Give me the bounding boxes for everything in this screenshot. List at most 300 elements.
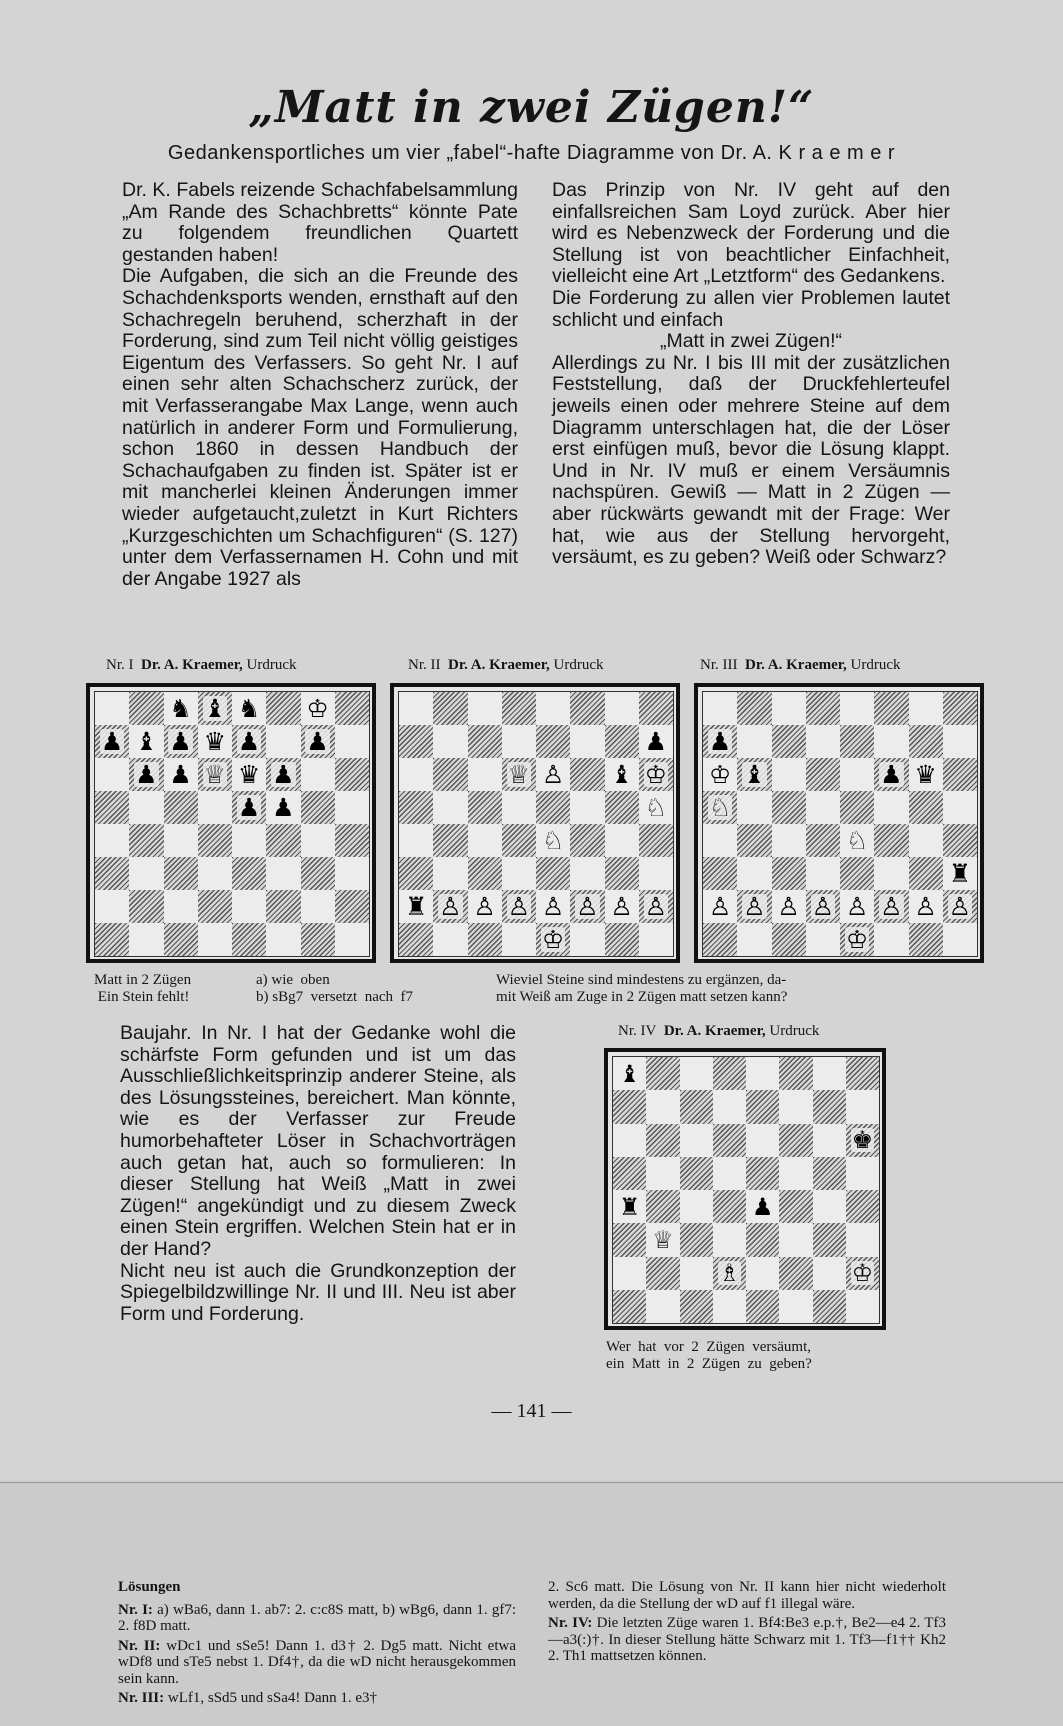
board-square [536,791,570,824]
board-square [335,824,369,857]
diagram-3-label: Nr. III Dr. A. Kraemer, Urdruck [700,657,901,673]
black-bishop-icon: ♝ [610,760,633,789]
solution-entry: Nr. IV: Die letzten Züge waren 1. Bf4:Be3 e.p.†, Be2—e4 2. Tf3—a3(:)†. In dieser Stellung hätte Schwarz mit 1. Tf3—f1†† Kh2 2. Th1 mattsetzen können. [548,1615,946,1664]
board-square [232,923,266,956]
board-square [613,1090,646,1123]
paragraph: Die Forderung zu allen vier Problemen lautet schlicht und einfach [552,286,950,331]
board-square [335,692,369,725]
board-square [613,1157,646,1190]
chess-board [612,1056,880,1324]
paragraph: Das Prinzip von Nr. IV geht auf den einfallsreichen Sam Loyd zurück. Aber hier wird es Nebenzweck der Forderung und die Stellung ist von beachtlicher Einfachheit, vielleicht eine Art „Letztform“ des Gedankens. [552,179,950,288]
black-knight-icon: ♞ [237,694,261,723]
board-square [605,857,639,890]
board-square [164,725,198,758]
board-square [680,1190,713,1223]
board-square [746,1157,779,1190]
board-square [468,923,502,956]
board-square [335,890,369,923]
board-square [605,824,639,857]
board-square [266,725,300,758]
board-square [536,824,570,857]
board-square [680,1157,713,1190]
white-king-icon: ♔ [851,1259,874,1288]
board-square [806,725,840,758]
board-square [164,890,198,923]
board-square [772,857,806,890]
board-square [570,857,604,890]
white-knight-icon: ♘ [541,826,565,855]
board-square [779,1124,812,1157]
board-square [468,824,502,857]
white-pawn-icon: ♙ [777,892,800,921]
board-square [772,692,806,725]
white-pawn-icon: ♙ [644,892,668,921]
white-pawn-icon: ♙ [708,892,732,921]
board-square [737,692,771,725]
board-square [266,923,300,956]
board-square [129,890,163,923]
board-square [840,758,874,791]
board-square [813,1124,846,1157]
board-square [399,857,433,890]
board-square [813,1057,846,1090]
board-square [198,758,232,791]
board-square [737,923,771,956]
board-square [779,1223,812,1256]
white-queen-icon: ♕ [507,760,531,789]
page-title: „Matt in zwei Zügen!“ [248,82,815,133]
white-pawn-icon: ♙ [845,892,869,921]
board-square [646,1124,679,1157]
chess-diagram-3 [694,683,984,963]
solution-entry: Nr. II: wDc1 und sSe5! Dann 1. d3† 2. Dg5 matt. Nicht etwa wDf8 und sTe5 nebst 1. Df4†, da die wD nicht herausgekommen sein kann. [118,1637,516,1687]
board-square [399,923,433,956]
white-pawn-icon: ♙ [811,892,835,921]
black-pawn-icon: ♟ [880,760,903,789]
board-square [536,692,570,725]
white-pawn-icon: ♙ [439,892,462,921]
board-square [95,758,129,791]
board-square [502,890,536,923]
white-pawn-icon: ♙ [948,892,972,921]
board-square [909,725,943,758]
board-square [266,692,300,725]
board-square [536,857,570,890]
board-square [737,791,771,824]
board-square [737,857,771,890]
page-number: — 141 — [491,1400,572,1422]
board-square [613,1124,646,1157]
board-square [943,824,977,857]
board-square [779,1090,812,1123]
board-square [570,725,604,758]
white-king-icon: ♔ [306,694,329,723]
board-square [164,692,198,725]
white-pawn-icon: ♙ [541,760,565,789]
paragraph-quote: „Matt in zwei Zügen!“ [659,330,843,353]
board-square [874,824,908,857]
board-square [806,791,840,824]
board-square [746,1124,779,1157]
board-square [399,791,433,824]
board-square [129,824,163,857]
white-knight-icon: ♘ [644,793,668,822]
board-square [232,791,266,824]
board-square [713,1090,746,1123]
board-square [909,890,943,923]
board-square [605,692,639,725]
board-square [266,758,300,791]
board-square [232,692,266,725]
board-square [813,1290,846,1323]
white-pawn-icon: ♙ [880,892,903,921]
board-square [746,1290,779,1323]
board-square [737,890,771,923]
solutions-page [0,1482,1063,1726]
caption-diagram-4: Wer hat vor 2 Zügen versäumt, ein Matt in 2 Zügen zu geben? [606,1339,812,1372]
board-square [468,692,502,725]
white-queen-icon: ♕ [203,760,227,789]
board-square [399,758,433,791]
board-square [779,1190,812,1223]
black-queen-icon: ♛ [203,727,227,756]
chess-diagram-4 [604,1048,886,1330]
board-square [779,1290,812,1323]
board-square [198,791,232,824]
board-square [840,725,874,758]
board-square [198,857,232,890]
black-pawn-icon: ♟ [272,760,295,789]
board-square [266,791,300,824]
paragraph: Allerdings zu Nr. I bis III mit der zusätzlichen Feststellung, daß der Druckfehlerteufel jeweils einen oder mehrere Steine auf dem Diagramm unterschlagen hat, die der Löser erst einfügen muß, bevor die Lösung klappt. Und in Nr. IV muß er einem Versäumnis nachspüren. Gewiß — Matt in 2 Zügen — aber rückwärts gewandt mit der Frage: Wer hat, wie aus der Stellung hervorgeht, versäumt, es zu geben? Weiß oder Schwarz? [552,351,950,569]
board-square [164,857,198,890]
board-square [335,923,369,956]
page-subtitle: Gedankensportliches um vier „fabel“-hafte Diagramme von Dr. A. K r a e m e r [167,142,896,164]
board-square [737,725,771,758]
board-square [846,1290,879,1323]
board-square [909,758,943,791]
board-square [806,857,840,890]
white-king-icon: ♔ [644,760,668,789]
black-bishop-icon: ♝ [743,760,766,789]
board-square [703,725,737,758]
board-square [95,857,129,890]
board-square [639,923,673,956]
board-square [737,824,771,857]
board-square [680,1090,713,1123]
board-square [468,890,502,923]
board-square [813,1157,846,1190]
board-square [909,857,943,890]
board-square [779,1257,812,1290]
board-square [840,791,874,824]
board-square [433,923,467,956]
board-square [399,692,433,725]
black-rook-icon: ♜ [404,892,428,921]
board-square [846,1257,879,1290]
chess-diagram-1 [86,683,376,963]
board-square [909,791,943,824]
board-square [746,1223,779,1256]
white-king-icon: ♔ [845,925,869,954]
board-square [713,1124,746,1157]
board-square [943,725,977,758]
board-square [646,1090,679,1123]
white-knight-icon: ♘ [845,826,869,855]
black-pawn-icon: ♟ [169,727,192,756]
black-pawn-icon: ♟ [237,793,261,822]
board-square [772,725,806,758]
board-square [703,824,737,857]
board-square [198,890,232,923]
board-square [301,890,335,923]
board-square [646,1157,679,1190]
board-square [806,890,840,923]
board-square [232,890,266,923]
board-square [874,890,908,923]
board-square [605,923,639,956]
white-bishop-icon: ♗ [718,1259,741,1288]
board-square [646,1190,679,1223]
board-square [703,923,737,956]
board-square [502,692,536,725]
board-square [502,923,536,956]
black-queen-icon: ♛ [237,760,261,789]
board-square [502,791,536,824]
board-square [95,890,129,923]
board-square [198,725,232,758]
board-square [335,857,369,890]
board-square [846,1124,879,1157]
board-square [95,824,129,857]
board-square [909,692,943,725]
black-bishop-icon: ♝ [618,1059,641,1088]
black-pawn-icon: ♟ [237,727,261,756]
board-square [909,923,943,956]
black-pawn-icon: ♟ [751,1192,774,1221]
board-square [846,1223,879,1256]
board-square [806,923,840,956]
black-pawn-icon: ♟ [135,760,158,789]
board-square [639,791,673,824]
black-pawn-icon: ♟ [708,727,732,756]
board-square [703,791,737,824]
caption-diagram-2: a) wie oben b) sBg7 versetzt nach f7 [256,972,414,1005]
board-square [502,725,536,758]
board-square [943,791,977,824]
board-square [502,857,536,890]
board-square [536,923,570,956]
board-square [266,857,300,890]
board-square [536,725,570,758]
solution-entry: Nr. I: a) wBa6, dann 1. ab7: 2. c:c8S matt, b) wBg6, dann 1. gf7: 2. f8D matt. [118,1601,516,1634]
board-square [95,692,129,725]
board-square [639,890,673,923]
board-square [909,824,943,857]
white-pawn-icon: ♙ [610,892,633,921]
board-square [198,923,232,956]
board-square [813,1257,846,1290]
chess-board [702,691,978,957]
board-square [813,1223,846,1256]
board-square [943,923,977,956]
board-square [198,824,232,857]
board-square [536,890,570,923]
board-square [570,890,604,923]
board-square [639,824,673,857]
board-square [746,1090,779,1123]
board-square [639,758,673,791]
paragraph: Dr. K. Fabels reizende Schachfabelsammlung „Am Rande des Schachbretts“ könnte Pate zu folgendem freundlichen Quartett gestanden haben! [122,179,518,266]
board-square [232,725,266,758]
board-square [646,1223,679,1256]
board-square [164,758,198,791]
black-pawn-icon: ♟ [644,727,668,756]
board-square [301,692,335,725]
board-square [335,791,369,824]
caption-diagram-3: Wieviel Steine sind mindestens zu ergänzen, da- mit Weiß am Zuge in 2 Zügen matt setzen kann? [496,972,788,1005]
solutions-heading: Lösungen [118,1579,181,1595]
board-square [680,1057,713,1090]
board-square [613,1057,646,1090]
board-square [502,824,536,857]
board-square [943,857,977,890]
board-square [433,824,467,857]
board-square [95,923,129,956]
board-square [779,1157,812,1190]
board-square [433,758,467,791]
solution-entry: Nr. III: wLf1, sSd5 und sSa4! Dann 1. e3† [118,1690,378,1706]
black-bishop-icon: ♝ [135,727,158,756]
board-square [713,1290,746,1323]
board-square [646,1257,679,1290]
board-square [433,890,467,923]
board-square [840,692,874,725]
board-square [232,758,266,791]
board-square [129,692,163,725]
board-square [874,791,908,824]
black-pawn-icon: ♟ [100,727,124,756]
black-queen-icon: ♛ [914,760,937,789]
black-knight-icon: ♞ [169,694,192,723]
solution-entry: 2. Sc6 matt. Die Lösung von Nr. II kann hier nicht wiederholt werden, da die Stellung der wD auf f1 illegal wäre. [548,1579,946,1612]
board-square [840,824,874,857]
black-pawn-icon: ♟ [272,793,295,822]
board-square [813,1190,846,1223]
board-square [570,758,604,791]
board-square [746,1190,779,1223]
board-square [639,857,673,890]
board-square [570,923,604,956]
board-square [502,758,536,791]
board-square [570,824,604,857]
board-square [703,692,737,725]
board-square [301,824,335,857]
diagram-4-label: Nr. IV Dr. A. Kraemer, Urdruck [618,1023,820,1039]
board-square [605,758,639,791]
board-square [129,857,163,890]
white-pawn-icon: ♙ [743,892,766,921]
board-square [301,725,335,758]
board-square [846,1190,879,1223]
board-square [713,1190,746,1223]
board-square [772,923,806,956]
board-square [613,1223,646,1256]
board-square [129,758,163,791]
board-square [943,692,977,725]
board-square [468,725,502,758]
board-square [266,890,300,923]
board-square [806,758,840,791]
board-square [737,758,771,791]
lower-left-column [120,1023,516,1325]
board-square [713,1157,746,1190]
black-bishop-icon: ♝ [203,694,227,723]
board-square [613,1290,646,1323]
chess-board [94,691,370,957]
white-pawn-icon: ♙ [473,892,496,921]
board-square [680,1223,713,1256]
board-square [129,923,163,956]
board-square [399,890,433,923]
board-square [164,824,198,857]
board-square [232,857,266,890]
board-square [613,1257,646,1290]
board-square [301,857,335,890]
board-square [846,1057,879,1090]
board-square [680,1257,713,1290]
white-pawn-icon: ♙ [576,892,599,921]
board-square [746,1257,779,1290]
board-square [95,725,129,758]
black-rook-icon: ♜ [618,1192,641,1221]
board-square [95,791,129,824]
solutions-left-column [118,1579,516,1710]
board-square [301,923,335,956]
board-square [772,791,806,824]
board-square [874,692,908,725]
black-pawn-icon: ♟ [169,760,192,789]
board-square [840,890,874,923]
board-square [301,758,335,791]
board-square [646,1290,679,1323]
board-square [703,758,737,791]
board-square [468,857,502,890]
board-square [570,791,604,824]
black-rook-icon: ♜ [948,859,972,888]
board-square [703,857,737,890]
board-square [570,692,604,725]
black-king-icon: ♚ [851,1126,874,1155]
board-square [746,1057,779,1090]
board-square [713,1223,746,1256]
white-queen-icon: ♕ [652,1225,674,1254]
white-pawn-icon: ♙ [914,892,937,921]
board-square [335,758,369,791]
white-pawn-icon: ♙ [541,892,565,921]
paragraph: Die Aufgaben, die sich an die Freunde des Schachdenksports wenden, ernsthaft auf den Schachregeln beruhend, scherzhaft in der Forderung, sind zum Teil nicht völlig geistiges Eigentum des Verfassers. So geht Nr. I auf einen sehr alten Schachscherz zurück, der mit Verfasserangabe Max Lange, wenn auch natürlich in anderer Form und Formulierung, schon 1860 in dessen Handbuch der Schachaufgaben zu finden ist. Später ist er mit mancherlei kleinen Änderungen immer wieder aufgetaucht,zuletzt in Kurt Richters „Kurzgeschichten um Schachfiguren“ (S. 127) unter dem Verfassernamen H. Cohn und mit der Angabe 1927 als [122,265,518,590]
board-square [301,791,335,824]
board-square [605,890,639,923]
board-square [639,725,673,758]
chess-diagram-2 [390,683,680,963]
board-square [129,725,163,758]
board-square [335,725,369,758]
board-square [846,1090,879,1123]
board-square [772,824,806,857]
board-square [772,890,806,923]
board-square [232,824,266,857]
